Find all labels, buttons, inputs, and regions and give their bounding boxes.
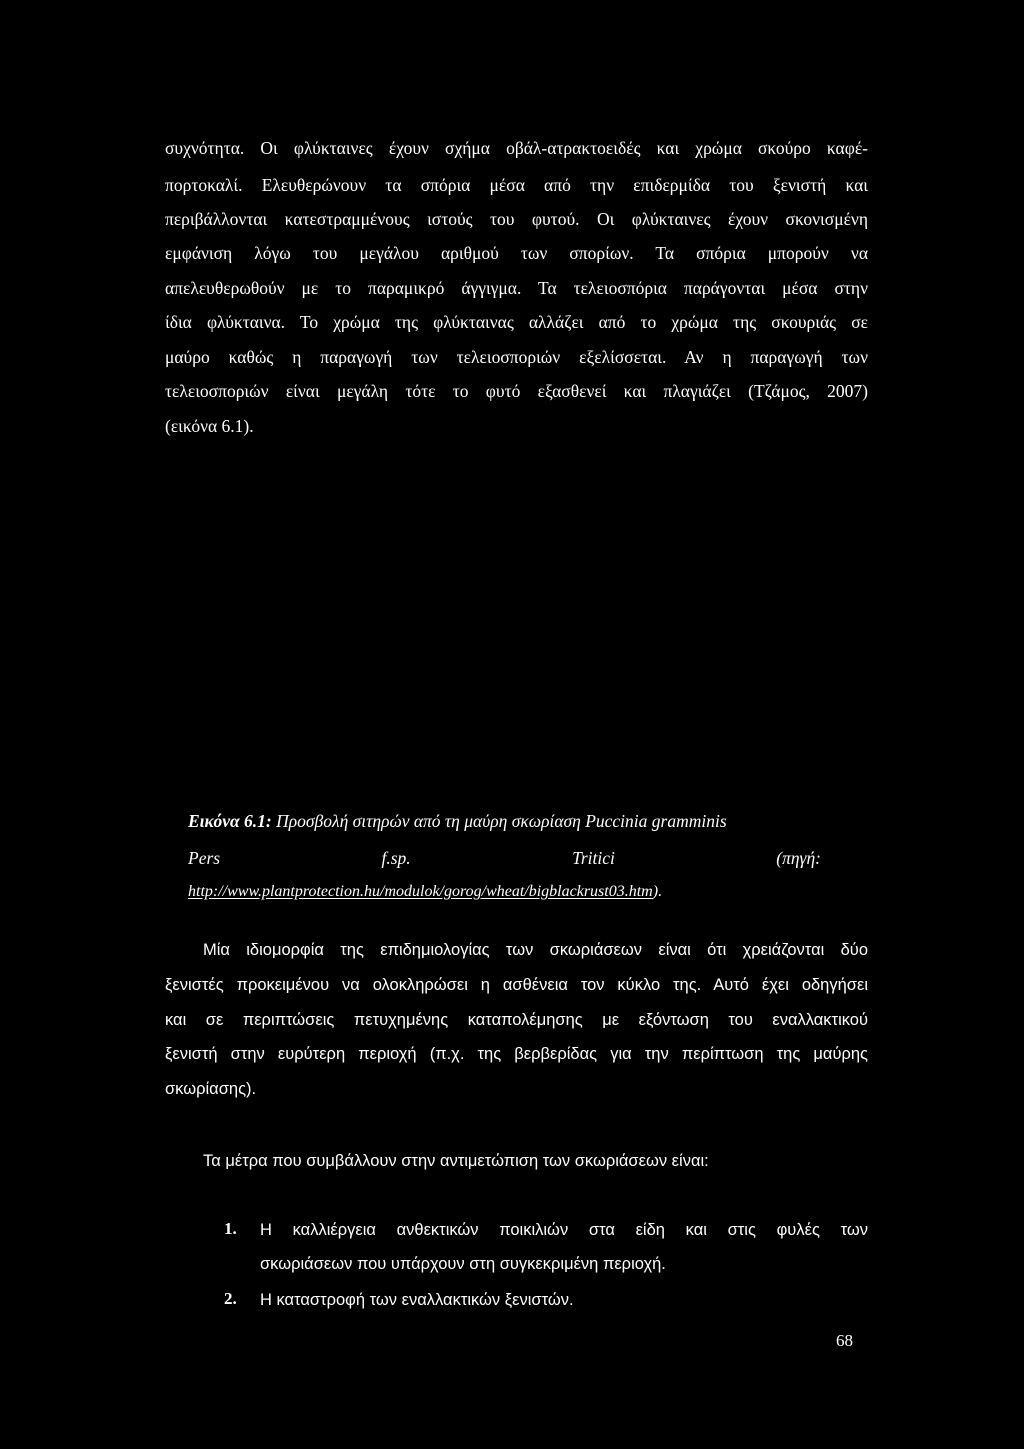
list-item-line: Η καλλιέργεια ανθεκτικών ποικιλιών στα είδη και στις φυλές των (260, 1221, 868, 1239)
paragraph-line: σκωρίασης). (165, 1080, 257, 1098)
caption-label: Εικόνα 6.1: (188, 811, 272, 831)
caption-source-link[interactable]: http://www.plantprotection.hu/modulok/gorog/wheat/bigblackrust03.htm (188, 883, 653, 900)
caption-line-1 (188, 810, 821, 832)
paragraph-line: εμφάνιση λόγω του μεγάλου αριθμού των σπορίων. Τα σπόρια μπορούν να (165, 243, 868, 263)
caption-source-suffix: ). (652, 883, 663, 900)
measures-intro: Τα μέτρα που συμβάλλουν στην αντιμετώπιση των σκωριάσεων είναι: (203, 1152, 709, 1170)
caption-authority: Pers (188, 848, 221, 868)
paragraph-line: ίδια φλύκταινα. Το χρώμα της φλύκταινας αλλάζει από το χρώμα της σκουριάς σε (165, 312, 868, 332)
caption-text: Προσβολή σιτηρών από τη μαύρη σκωρίαση Puccinia gramminis (276, 811, 727, 831)
paragraph-line: απελευθερωθούν με το παραμικρό άγγιγμα. Τα τελειοσπόρια παράγονται μέσα στην (165, 278, 868, 298)
list-item-number: 2. (224, 1289, 237, 1308)
paragraph-line: Μία ιδιομορφία της επιδημιολογίας των σκωριάσεων είναι ότι χρειάζονται δύο (203, 941, 868, 959)
paragraph-line: περιβάλλονται κατεστραμμένους ιστούς του φυτού. Οι φλύκταινες έχουν σκονισμένη (165, 209, 868, 229)
paragraph-line: ξενιστή στην ευρύτερη περιοχή (π.χ. της βερβερίδας για την περίπτωση της μαύρης (165, 1045, 868, 1063)
paragraph-line: τελειοσποριών είναι μεγάλη τότε το φυτό εξασθενεί και πλαγιάζει (Τζάμος, 2007) (165, 381, 868, 401)
list-item-number: 1. (224, 1219, 237, 1238)
paragraph-line: μαύρο καθώς η παραγωγή των τελειοσποριών εξελίσσεται. Αν η παραγωγή των (165, 347, 868, 367)
paragraph-line: και σε περιπτώσεις πετυχημένης καταπολέμησης με εξόντωση του εναλλακτικού (165, 1011, 868, 1029)
caption-source-label: (πηγή: (776, 848, 821, 868)
caption-line-3 (188, 881, 821, 903)
list-item-line: Η καταστροφή των εναλλακτικών ξενιστών. (260, 1291, 574, 1309)
paragraph-line: πορτοκαλί. Ελευθερώνουν τα σπόρια μέσα από την επιδερμίδα του ξενιστή και (165, 175, 868, 195)
caption-forma-specialis: f.sp. (381, 848, 411, 868)
paragraph-line: συχνότητα. Οι φλύκταινες έχουν σχήμα οβάλ-ατρακτοειδές και χρώμα σκούρο καφέ- (165, 138, 868, 158)
paragraph-line: (εικόνα 6.1). (165, 416, 254, 436)
caption-tritici: Tritici (572, 848, 615, 868)
caption-line-2 (188, 847, 821, 869)
list-item-line: σκωριάσεων που υπάρχουν στη συγκεκριμένη περιοχή. (260, 1255, 666, 1273)
paragraph-line: ξενιστές προκειμένου να ολοκληρώσει η ασθένεια τον κύκλο της. Αυτό έχει οδηγήσει (165, 976, 868, 994)
page-number: 68 (836, 1331, 853, 1350)
